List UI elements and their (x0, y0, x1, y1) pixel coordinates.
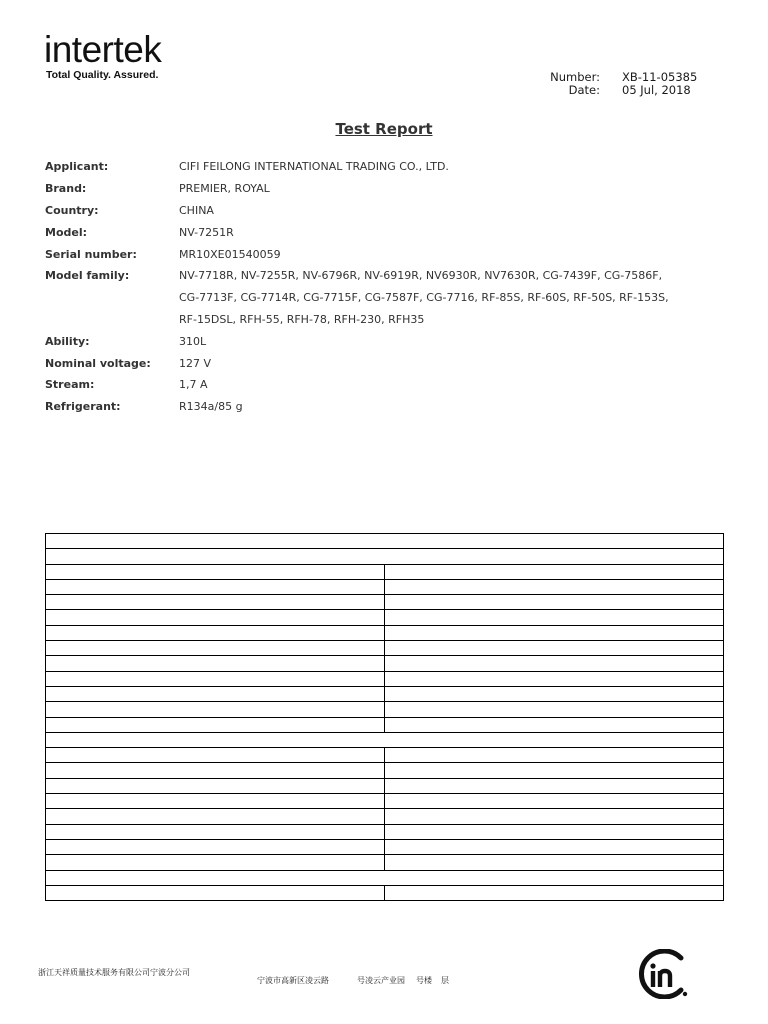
table-cell (385, 671, 724, 686)
table-cell (385, 579, 724, 594)
results-table (45, 533, 724, 901)
ability-label: Ability: (45, 335, 90, 348)
table-cell (46, 549, 724, 564)
table-row (46, 732, 724, 747)
table-cell (385, 595, 724, 610)
table-cell (46, 717, 385, 732)
ability-value: 310L (179, 335, 207, 348)
table-row (46, 656, 724, 671)
footer-address-b: 号凌云产业园 (357, 976, 405, 985)
model-family-value-line3: RF-15DSL, RFH-55, RFH-78, RFH-230, RFH35 (179, 313, 425, 326)
table-cell (385, 625, 724, 640)
table-cell (46, 641, 385, 656)
brand-label: Brand: (45, 182, 87, 195)
refrigerant-value: R134a/85 g (179, 400, 243, 413)
table-cell (46, 595, 385, 610)
table-row (46, 855, 724, 870)
serial-number-value: MR10XE01540059 (179, 248, 281, 261)
footer-address-a: 宁波市高新区凌云路 (257, 976, 329, 985)
nominal-voltage-value: 127 V (179, 357, 212, 370)
table-row (46, 809, 724, 824)
table-row (46, 564, 724, 579)
table-cell (385, 885, 724, 900)
footer-company: 浙江天祥质量技术服务有限公司宁波分公司 (38, 968, 190, 977)
brand-value: PREMIER, ROYAL (179, 182, 270, 195)
table-cell (385, 763, 724, 778)
logo-tagline: Total Quality. Assured. (46, 69, 159, 81)
table-row (46, 778, 724, 793)
report-number-label: Number: (550, 70, 600, 84)
table-cell (46, 809, 385, 824)
table-cell (46, 702, 385, 717)
table-cell (46, 579, 385, 594)
model-label: Model: (45, 226, 88, 239)
table-row (46, 824, 724, 839)
stream-label: Stream: (45, 378, 95, 391)
table-cell (46, 824, 385, 839)
table-row (46, 625, 724, 640)
table-row (46, 870, 724, 885)
report-number-value: XB-11-05385 (622, 70, 698, 84)
table-row (46, 702, 724, 717)
table-cell (46, 794, 385, 809)
model-family-value-line2: CG-7713F, CG-7714R, CG-7715F, CG-7587F, CG-7716, RF-85S, RF-60S, RF-50S, RF-153S, (179, 291, 669, 304)
table-cell (46, 870, 724, 885)
table-cell (46, 763, 385, 778)
table-cell (385, 794, 724, 809)
table-row (46, 671, 724, 686)
table-row (46, 534, 724, 549)
refrigerant-label: Refrigerant: (45, 400, 121, 413)
report-date-label: Date: (568, 83, 600, 97)
table-row (46, 763, 724, 778)
table-cell (385, 717, 724, 732)
table-cell (46, 686, 385, 701)
serial-number-label: Serial number: (45, 248, 137, 261)
table-row (46, 549, 724, 564)
table-cell (46, 671, 385, 686)
table-row (46, 641, 724, 656)
nominal-voltage-label: Nominal voltage: (45, 357, 151, 370)
country-label: Country: (45, 204, 99, 217)
table-row (46, 885, 724, 900)
table-cell (46, 778, 385, 793)
model-family-label: Model family: (45, 269, 130, 282)
table-cell (385, 824, 724, 839)
table-cell (46, 748, 385, 763)
table-cell (46, 656, 385, 671)
table-cell (385, 686, 724, 701)
footer-address-c: 号楼 (416, 976, 432, 985)
table-cell (385, 778, 724, 793)
table-cell (385, 702, 724, 717)
table-row (46, 610, 724, 625)
table-cell (385, 855, 724, 870)
report-date-value: 05 Jul, 2018 (622, 83, 691, 97)
intertek-in-circle-icon (634, 949, 692, 999)
table-cell (46, 610, 385, 625)
table-cell (385, 839, 724, 854)
table-cell (385, 610, 724, 625)
applicant-label: Applicant: (45, 160, 109, 173)
table-row (46, 748, 724, 763)
report-date-row (540, 83, 691, 97)
table-cell (385, 809, 724, 824)
table-row (46, 579, 724, 594)
table-row (46, 686, 724, 701)
intertek-logo (44, 28, 161, 72)
footer-address-d: 层 (441, 976, 449, 985)
table-row (46, 595, 724, 610)
table-row (46, 794, 724, 809)
table-cell (46, 534, 724, 549)
stream-value: 1,7 A (179, 378, 208, 391)
page-title: Test Report (335, 120, 433, 138)
table-row (46, 839, 724, 854)
country-value: CHINA (179, 204, 214, 217)
table-cell (385, 656, 724, 671)
table-cell (385, 748, 724, 763)
table-cell (46, 564, 385, 579)
report-number-row (540, 70, 697, 84)
table-cell (46, 839, 385, 854)
table-cell (385, 564, 724, 579)
table-cell (46, 732, 724, 747)
table-cell (46, 625, 385, 640)
table-row (46, 717, 724, 732)
applicant-value: CIFI FEILONG INTERNATIONAL TRADING CO., LTD. (179, 160, 449, 173)
table-cell (46, 855, 385, 870)
model-value: NV-7251R (179, 226, 234, 239)
table-cell (385, 641, 724, 656)
logo-text: intertek (44, 29, 162, 70)
model-family-value-line1: NV-7718R, NV-7255R, NV-6796R, NV-6919R, NV6930R, NV7630R, CG-7439F, CG-7586F, (179, 269, 663, 282)
table-cell (46, 885, 385, 900)
